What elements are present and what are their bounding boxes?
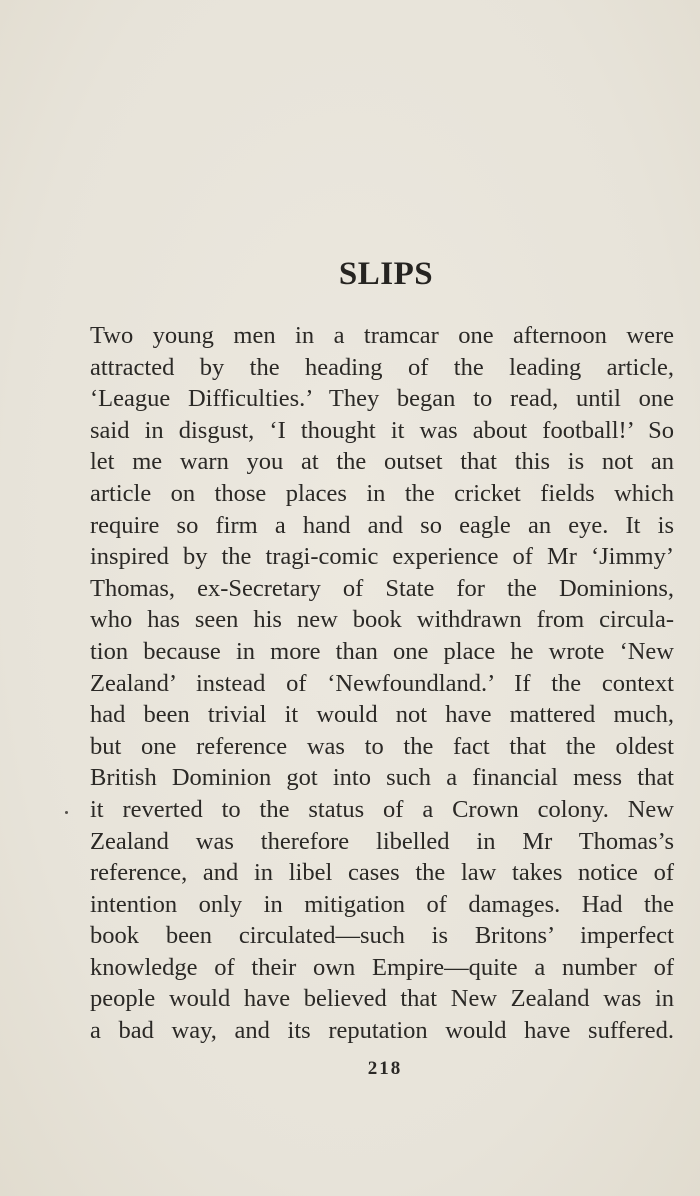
text-line-10: who has seen his new book withdrawn from circula- [90, 606, 674, 634]
body-paragraph [90, 320, 674, 1047]
text-line-13: had been trivial it would not have mattered much, [90, 701, 674, 729]
text-line-17: Zealand was therefore libelled in Mr Thomas’s [90, 827, 674, 855]
text-line-15: British Dominion got into such a financial mess that [90, 764, 674, 792]
text-line-21: knowledge of their own Empire—quite a number of [90, 953, 674, 981]
text-line-3: ‘League Difficulties.’ They began to read, until one [90, 385, 674, 413]
text-line-5: let me warn you at the outset that this is not an [90, 448, 674, 476]
text-line-16: it reverted to the status of a Crown colony. New [90, 795, 674, 823]
text-line-11: tion because in more than one place he wrote ‘New [90, 637, 674, 665]
text-line-7: require so firm a hand and so eagle an eye. It is [90, 511, 674, 539]
text-line-6: article on those places in the cricket fields which [90, 479, 674, 507]
text-line-22: people would have believed that New Zealand was in [90, 985, 674, 1013]
text-line-19: intention only in mitigation of damages. Had the [90, 890, 674, 918]
page-number: 218 [367, 1058, 403, 1079]
text-line-1: Two young men in a tramcar one afternoon were [90, 322, 674, 349]
text-line-23: a bad way, and its reputation would have suffered. [90, 1017, 674, 1045]
text-line-18: reference, and in libel cases the law takes notice of [90, 859, 674, 887]
chapter-title: SLIPS [338, 256, 434, 292]
text-line-8: inspired by the tragi-comic experience of Mr ‘Jimmy’ [90, 543, 674, 571]
text-line-9: Thomas, ex-Secretary of State for the Dominions, [90, 574, 674, 602]
stray-ink-dot [65, 811, 68, 814]
text-line-2: attracted by the heading of the leading article, [90, 353, 674, 381]
text-line-4: said in disgust, ‘I thought it was about football!’ So [90, 416, 674, 444]
text-line-14: but one reference was to the fact that the oldest [90, 732, 674, 760]
text-line-20: book been circulated—such is Britons’ imperfect [90, 922, 674, 950]
text-line-12: Zealand’ instead of ‘Newfoundland.’ If the context [90, 669, 674, 697]
